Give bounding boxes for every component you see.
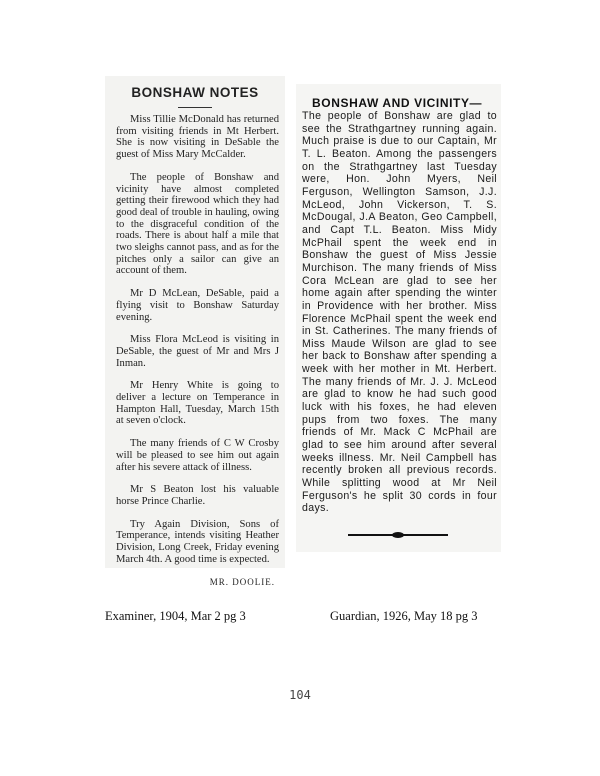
source-caption-left: Examiner, 1904, Mar 2 pg 3 <box>105 609 246 623</box>
clipping-headline: BONSHAW AND VICINITY— <box>312 96 483 110</box>
news-item: The people of Bonshaw and vicinity have almost completed getting their firewood which they had good deal of trouble in hauling, owing to the disgraceful condition of the roads. There is about half a mile that two sleighs cannot pass, and as for the pitches only a sailor can give an account of them. <box>116 171 279 277</box>
headline-divider <box>178 107 212 108</box>
clipping-body: The people of Bonshaw are glad to see the Strathgartney running again. Much praise is due to our Captain, Mr T. L. Beaton. Among the passengers on the Strathgartney last Tuesday were, Hon. John Myers, Neil Ferguson, Wellington Samson, J.J. McLeod, John Vickerson, T. S. McDougal, J.A Beaton, Geo Campbell, and Capt T.L. Beaton. Miss Midy McPhail spent the week end in Bonshaw the guest of Miss Jessie Murchison. The many friends of Miss Cora McLean are glad to see her home again after spending the winter in Providence with her brother. Miss Florence McPhail spent the week end in St. Catherines. The many friends of Miss Maude Wilson are glad to see her back to Bonshaw after spending a week with her mother in Mt. Herbert. The many friends of Mr. J. J. McLeod are glad to know he had such good luck with his foxes, he had eleven pups from two foxes. The many friends of Mr. Mack C McPhail are glad to see him around after several weeks illness. Mr. Neil Campbell has recently broken all previous records. While splitting wood at Mr Neil Ferguson's he split 30 cords in four days. <box>302 110 497 515</box>
news-item: The many friends of C W Crosby will be pleased to see him out again after his severe attack of illness. <box>116 438 279 473</box>
news-item: Mr D McLean, DeSable, paid a flying visit to Bonshaw Saturday evening. <box>116 288 279 323</box>
news-item: Miss Flora McLeod is visiting in DeSable, the guest of Mr and Mrs J Inman. <box>116 334 279 369</box>
news-item: Mr S Beaton lost his valuable horse Prince Charlie. <box>116 484 279 507</box>
news-item: Mr Henry White is going to deliver a lecture on Temperance in Hampton Hall, Tuesday, March 15th at seven o'clock. <box>116 380 279 427</box>
ornamental-rule <box>348 534 448 536</box>
newspaper-clipping-guardian <box>296 84 501 552</box>
news-item: Miss Tillie McDonald has returned from visiting friends in Mt Herbert. She is now visiting in DeSable the guest of Miss Mary McCalder. <box>116 114 279 161</box>
clipping-headline: BONSHAW NOTES <box>131 85 259 100</box>
page-number: 104 <box>289 688 311 702</box>
source-caption-right: Guardian, 1926, May 18 pg 3 <box>330 609 478 623</box>
news-item: Try Again Division, Sons of Temperance, intends visiting Heather Division, Long Creek, Friday evening March 4th. A good time is expected. <box>116 518 279 565</box>
newspaper-clipping-examiner <box>105 76 285 587</box>
author-signature: MR. DOOLIE. <box>209 576 275 587</box>
